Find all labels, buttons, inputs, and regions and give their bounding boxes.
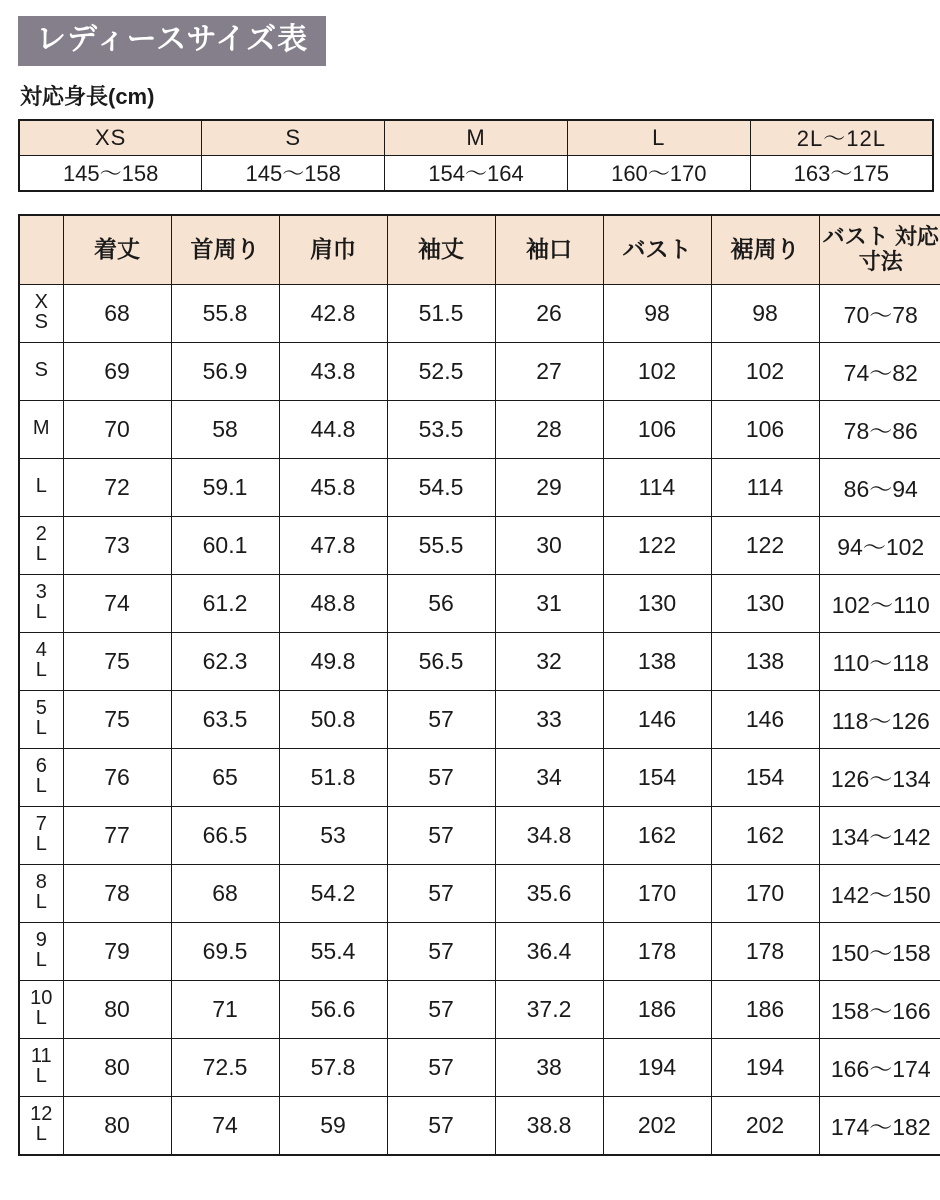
column-header-bust-fit-line2: 対応寸法 [858, 223, 939, 274]
table-row [19, 516, 940, 574]
height-size-cell: L [567, 120, 750, 156]
measurement-cell: 194 [603, 1038, 711, 1096]
measurement-cell: 60.1 [171, 516, 279, 574]
measurement-cell: 80 [63, 1038, 171, 1096]
row-header-size [19, 574, 63, 632]
measurement-cell: 186 [711, 980, 819, 1038]
measurement-cell: 55.5 [387, 516, 495, 574]
height-range-cell: 145〜158 [19, 155, 202, 191]
measurement-cell: 77 [63, 806, 171, 864]
measurement-cell: 33 [495, 690, 603, 748]
row-header-size-line: 2 [35, 523, 47, 546]
table-row [19, 1096, 940, 1155]
measurement-cell: 75 [63, 690, 171, 748]
measurement-cell: 118〜126 [819, 690, 940, 748]
measurement-cell: 27 [495, 342, 603, 400]
measurement-cell: 74 [171, 1096, 279, 1155]
row-header-size-line: 3 [35, 581, 47, 604]
measurement-cell: 178 [711, 922, 819, 980]
measurement-cell: 70〜78 [819, 284, 940, 342]
measurement-cell: 56.9 [171, 342, 279, 400]
row-header-size-line: L [35, 1007, 47, 1029]
measurement-cell: 30 [495, 516, 603, 574]
row-header-size [19, 748, 63, 806]
measurement-cell: 32 [495, 632, 603, 690]
height-table-header-row [19, 120, 933, 156]
row-header-size-line: L [35, 1065, 47, 1087]
row-header-size [19, 980, 63, 1038]
column-header-susomawari: 裾周り [711, 215, 819, 285]
measurement-cell: 166〜174 [819, 1038, 940, 1096]
table-row [19, 748, 940, 806]
measurement-cell: 63.5 [171, 690, 279, 748]
measurement-cell: 34.8 [495, 806, 603, 864]
measurement-cell: 138 [711, 632, 819, 690]
measurement-cell: 37.2 [495, 980, 603, 1038]
measurement-cell: 43.8 [279, 342, 387, 400]
measurement-cell: 38 [495, 1038, 603, 1096]
table-row [19, 458, 940, 516]
measurement-cell: 56 [387, 574, 495, 632]
measurement-cell: 178 [603, 922, 711, 980]
row-header-size-line: L [35, 475, 47, 498]
measurement-cell: 59.1 [171, 458, 279, 516]
table-row [19, 690, 940, 748]
row-header-size-line: L [35, 543, 47, 565]
measurement-cell: 114 [603, 458, 711, 516]
measurement-cell: 71 [171, 980, 279, 1038]
table-row [19, 342, 940, 400]
measurement-cell: 57 [387, 1038, 495, 1096]
row-header-size [19, 1096, 63, 1155]
column-header-sodeguchi: 袖口 [495, 215, 603, 285]
row-header-size-line: 6 [35, 755, 47, 778]
measurement-cell: 79 [63, 922, 171, 980]
measurement-cell: 122 [711, 516, 819, 574]
measurement-cell: 55.4 [279, 922, 387, 980]
measurement-cell: 28 [495, 400, 603, 458]
measurement-cell: 29 [495, 458, 603, 516]
measurement-cell: 57 [387, 1096, 495, 1155]
row-header-size-line: L [35, 833, 47, 855]
row-header-size-line: L [35, 891, 47, 913]
row-header-size [19, 690, 63, 748]
height-size-cell: S [202, 120, 385, 156]
row-header-size [19, 806, 63, 864]
measurement-cell: 57 [387, 690, 495, 748]
measurement-cell: 74〜82 [819, 342, 940, 400]
height-size-cell: 2L〜12L [750, 120, 933, 156]
table-row [19, 400, 940, 458]
measurement-cell: 51.5 [387, 284, 495, 342]
measurement-table-header-row [19, 215, 940, 285]
measurement-cell: 78〜86 [819, 400, 940, 458]
column-header-kitake: 着丈 [63, 215, 171, 285]
measurement-cell: 138 [603, 632, 711, 690]
measurement-cell: 69.5 [171, 922, 279, 980]
measurement-cell: 52.5 [387, 342, 495, 400]
measurement-cell: 134〜142 [819, 806, 940, 864]
row-header-size [19, 864, 63, 922]
measurement-cell: 80 [63, 980, 171, 1038]
measurement-cell: 48.8 [279, 574, 387, 632]
measurement-cell: 53.5 [387, 400, 495, 458]
measurement-cell: 154 [711, 748, 819, 806]
measurement-table-body [19, 284, 940, 1155]
row-header-size [19, 342, 63, 400]
measurement-cell: 74 [63, 574, 171, 632]
table-row [19, 864, 940, 922]
measurement-cell: 68 [63, 284, 171, 342]
height-range-cell: 145〜158 [202, 155, 385, 191]
header-corner-cell [19, 215, 63, 285]
table-row [19, 1038, 940, 1096]
row-header-size-line: L [35, 601, 47, 623]
measurement-cell: 114 [711, 458, 819, 516]
measurement-cell: 174〜182 [819, 1096, 940, 1155]
measurement-cell: 58 [171, 400, 279, 458]
measurement-cell: 68 [171, 864, 279, 922]
measurement-cell: 154 [603, 748, 711, 806]
measurement-cell: 202 [711, 1096, 819, 1155]
measurement-cell: 202 [603, 1096, 711, 1155]
row-header-size-line: L [35, 775, 47, 797]
measurement-cell: 110〜118 [819, 632, 940, 690]
row-header-size [19, 922, 63, 980]
table-row [19, 574, 940, 632]
row-header-size-line: 10 [30, 987, 53, 1010]
row-header-size-line: M [32, 417, 50, 440]
measurement-cell: 56.5 [387, 632, 495, 690]
measurement-cell: 26 [495, 284, 603, 342]
measurement-cell: 162 [603, 806, 711, 864]
row-header-size [19, 516, 63, 574]
measurement-table [18, 214, 940, 1156]
measurement-cell: 35.6 [495, 864, 603, 922]
measurement-cell: 146 [603, 690, 711, 748]
measurement-cell: 94〜102 [819, 516, 940, 574]
measurement-cell: 55.8 [171, 284, 279, 342]
height-range-cell: 154〜164 [385, 155, 568, 191]
measurement-cell: 62.3 [171, 632, 279, 690]
measurement-cell: 45.8 [279, 458, 387, 516]
measurement-cell: 38.8 [495, 1096, 603, 1155]
measurement-cell: 50.8 [279, 690, 387, 748]
measurement-cell: 78 [63, 864, 171, 922]
row-header-size-line: L [35, 949, 47, 971]
column-header-kubimawari: 首周り [171, 215, 279, 285]
measurement-cell: 69 [63, 342, 171, 400]
measurement-cell: 31 [495, 574, 603, 632]
measurement-cell: 130 [603, 574, 711, 632]
row-header-size-line: L [35, 717, 47, 739]
measurement-cell: 47.8 [279, 516, 387, 574]
row-header-size-line: 11 [30, 1045, 52, 1068]
row-header-size [19, 284, 63, 342]
measurement-cell: 75 [63, 632, 171, 690]
measurement-cell: 186 [603, 980, 711, 1038]
measurement-cell: 36.4 [495, 922, 603, 980]
measurement-cell: 49.8 [279, 632, 387, 690]
table-row [19, 806, 940, 864]
measurement-cell: 102〜110 [819, 574, 940, 632]
measurement-cell: 57 [387, 748, 495, 806]
row-header-size-line: 12 [30, 1103, 53, 1126]
row-header-size-line: 8 [35, 871, 47, 894]
height-size-cell: XS [19, 120, 202, 156]
measurement-cell: 72 [63, 458, 171, 516]
table-row [19, 632, 940, 690]
measurement-cell: 102 [711, 342, 819, 400]
measurement-cell: 66.5 [171, 806, 279, 864]
height-range-cell: 163〜175 [750, 155, 933, 191]
row-header-size-line: S [34, 359, 48, 382]
measurement-cell: 42.8 [279, 284, 387, 342]
page-title: レディースサイズ表 [18, 16, 326, 66]
row-header-size-line: L [35, 1123, 47, 1145]
measurement-cell: 34 [495, 748, 603, 806]
row-header-size-line: 7 [35, 813, 47, 836]
height-table-value-row [19, 155, 933, 191]
row-header-size-line: S [34, 311, 48, 333]
row-header-size-line: 4 [35, 639, 47, 662]
measurement-cell: 57 [387, 980, 495, 1038]
height-table [18, 119, 934, 192]
measurement-cell: 57 [387, 864, 495, 922]
measurement-cell: 73 [63, 516, 171, 574]
measurement-cell: 53 [279, 806, 387, 864]
row-header-size-line: L [35, 659, 47, 681]
measurement-cell: 170 [603, 864, 711, 922]
column-header-sodetake: 袖丈 [387, 215, 495, 285]
measurement-cell: 122 [603, 516, 711, 574]
measurement-cell: 150〜158 [819, 922, 940, 980]
measurement-cell: 146 [711, 690, 819, 748]
row-header-size [19, 458, 63, 516]
measurement-cell: 61.2 [171, 574, 279, 632]
measurement-cell: 102 [603, 342, 711, 400]
column-header-katahaba: 肩巾 [279, 215, 387, 285]
measurement-cell: 80 [63, 1096, 171, 1155]
measurement-cell: 142〜150 [819, 864, 940, 922]
measurement-cell: 51.8 [279, 748, 387, 806]
row-header-size-line: X [34, 291, 48, 314]
measurement-cell: 65 [171, 748, 279, 806]
measurement-cell: 70 [63, 400, 171, 458]
measurement-cell: 76 [63, 748, 171, 806]
measurement-cell: 106 [711, 400, 819, 458]
height-section-heading: 対応身長(cm) [20, 83, 155, 109]
measurement-cell: 98 [711, 284, 819, 342]
measurement-cell: 158〜166 [819, 980, 940, 1038]
column-header-bust: バスト [603, 215, 711, 285]
row-header-size [19, 400, 63, 458]
measurement-cell: 98 [603, 284, 711, 342]
table-row [19, 284, 940, 342]
measurement-cell: 106 [603, 400, 711, 458]
measurement-cell: 56.6 [279, 980, 387, 1038]
measurement-cell: 54.2 [279, 864, 387, 922]
table-row [19, 980, 940, 1038]
measurement-cell: 194 [711, 1038, 819, 1096]
measurement-cell: 59 [279, 1096, 387, 1155]
measurement-cell: 57.8 [279, 1038, 387, 1096]
measurement-cell: 57 [387, 806, 495, 864]
height-range-cell: 160〜170 [567, 155, 750, 191]
table-row [19, 922, 940, 980]
row-header-size-line: 5 [35, 697, 47, 720]
column-header-bust-fit [819, 215, 940, 285]
measurement-cell: 86〜94 [819, 458, 940, 516]
measurement-cell: 57 [387, 922, 495, 980]
row-header-size [19, 632, 63, 690]
row-header-size-line: 9 [35, 929, 47, 952]
measurement-cell: 72.5 [171, 1038, 279, 1096]
row-header-size [19, 1038, 63, 1096]
measurement-cell: 126〜134 [819, 748, 940, 806]
measurement-cell: 162 [711, 806, 819, 864]
height-size-cell: M [385, 120, 568, 156]
measurement-cell: 170 [711, 864, 819, 922]
measurement-cell: 44.8 [279, 400, 387, 458]
measurement-cell: 54.5 [387, 458, 495, 516]
column-header-bust-fit-line1: バスト [822, 223, 889, 249]
measurement-cell: 130 [711, 574, 819, 632]
